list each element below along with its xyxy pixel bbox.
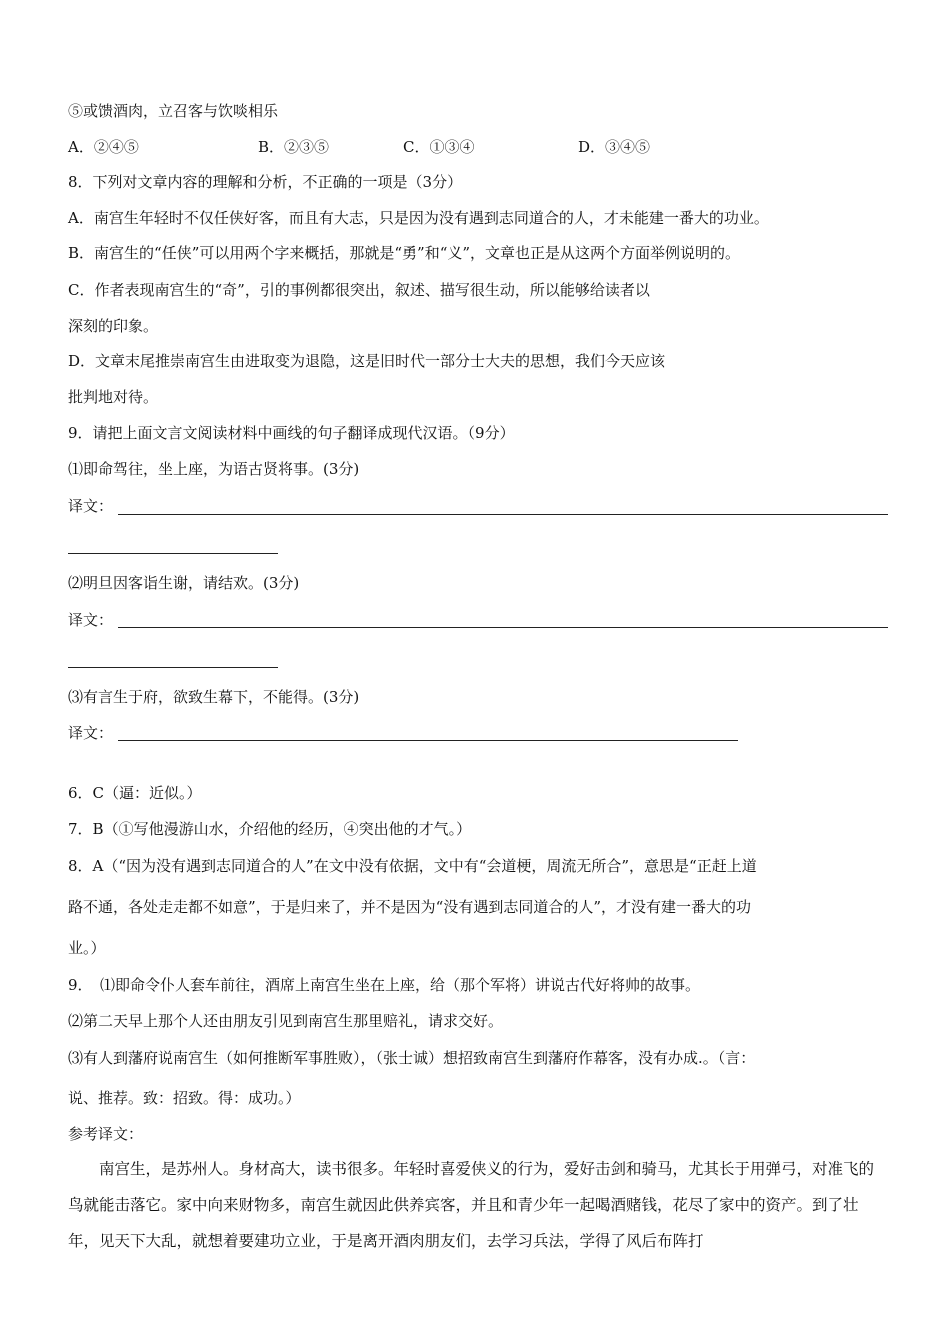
q8-option-d-line1: D．文章末尾推崇南宫生由进取变为退隐，这是旧时代一部分士大夫的思想，我们今天应该 [68,352,666,370]
answer-8-line2: 路不通，各处走走都不如意”，于是归来了，并不是因为“没有遇到志同道合的人”，才没有建一番大的功 [68,898,752,916]
answer-6: 6．C（逼：近似。） [68,784,202,802]
option-a: A．②④⑤ [68,138,139,156]
q8-option-b: B．南宫生的“任侠”可以用两个字来概括，那就是“勇”和“义”，文章也正是从这两个方面举例说明的。 [68,244,741,262]
q8-option-a: A．南宫生年轻时不仅任侠好客，而且有大志，只是因为没有遇到志同道合的人，才未能建一番大的功业。 [68,209,769,227]
option-d: D．③④⑤ [578,138,651,156]
q8-option-c-line2: 深刻的印象。 [68,317,159,335]
answer-9-line2: ⑵第二天早上那个人还由朋友引见到南宫生那里赔礼，请求交好。 [68,1012,504,1030]
q9-sentence-1: ⑴即命驾往，坐上座，为语古贤将事。(3分) [68,460,360,478]
q8-option-d-line2: 批判地对待。 [68,388,159,406]
q9-stem: 9．请把上面文言文阅读材料中画线的句子翻译成现代汉语。（9分） [68,424,515,442]
reference-title: 参考译文： [68,1125,144,1143]
q9-answer-label-2: 译文： [68,611,114,629]
option-c: C．①③④ [403,138,475,156]
q9-sentence-2: ⑵明旦因客诣生谢，请结欢。(3分) [68,574,300,592]
q8-option-c-line1: C．作者表现南宫生的“奇”，引的事例都很突出，叙述、描写很生动，所以能够给读者以 [68,281,650,299]
option-b: B．②③⑤ [258,138,330,156]
answer-line-2b [68,667,278,668]
q9-answer-label-1: 译文： [68,497,114,515]
answer-line-1a [118,514,888,515]
reference-paragraph: 南宫生，是苏州人。身材高大，读书很多。年轻时喜爱侠义的行为，爱好击剑和骑马，尤其长于用弹弓，对准飞的鸟就能击落它。家中向来财物多，南宫生就因此供养宾客，并且和青少年一起喝酒赌钱，花尽了家中的资产。到了壮年，见天下大乱，就想着要建功立业，于是离开酒肉朋友们，去学习兵法，学得了风后布阵打 [68,1160,875,1250]
answer-8-line3: 业。） [68,939,106,957]
answer-7: 7．B（①写他漫游山水，介绍他的经历，④突出他的才气。） [68,820,472,838]
q8-stem: 8．下列对文章内容的理解和分析，不正确的一项是（3分） [68,173,463,191]
answer-9-line1: 9． ⑴即命令仆人套车前往，酒席上南宫生坐在上座，给（那个军将）讲说古代好将帅的故事。 [68,976,701,994]
answer-9-line3: ⑶有人到藩府说南宫生（如何推断军事胜败），（张士诚）想招致南宫生到藩府作幕客，没有办成.。（言： [68,1049,756,1067]
answer-line-2a [118,627,888,628]
q7-item-5: ⑤或馈酒肉，立召客与饮啖相乐 [68,102,279,120]
q9-sentence-3: ⑶有言生于府，欲致生幕下，不能得。(3分) [68,688,360,706]
answer-line-1b [68,553,278,554]
answer-9-line4: 说、推荐。致：招致。得：成功。） [68,1089,301,1107]
q9-answer-label-3: 译文： [68,724,114,742]
answer-line-3a [118,740,738,741]
answer-8-line1: 8．A（“因为没有遇到志同道合的人”在文中没有依据，文中有“会道梗，周流无所合”，意思是“正赶上道 [68,857,757,875]
